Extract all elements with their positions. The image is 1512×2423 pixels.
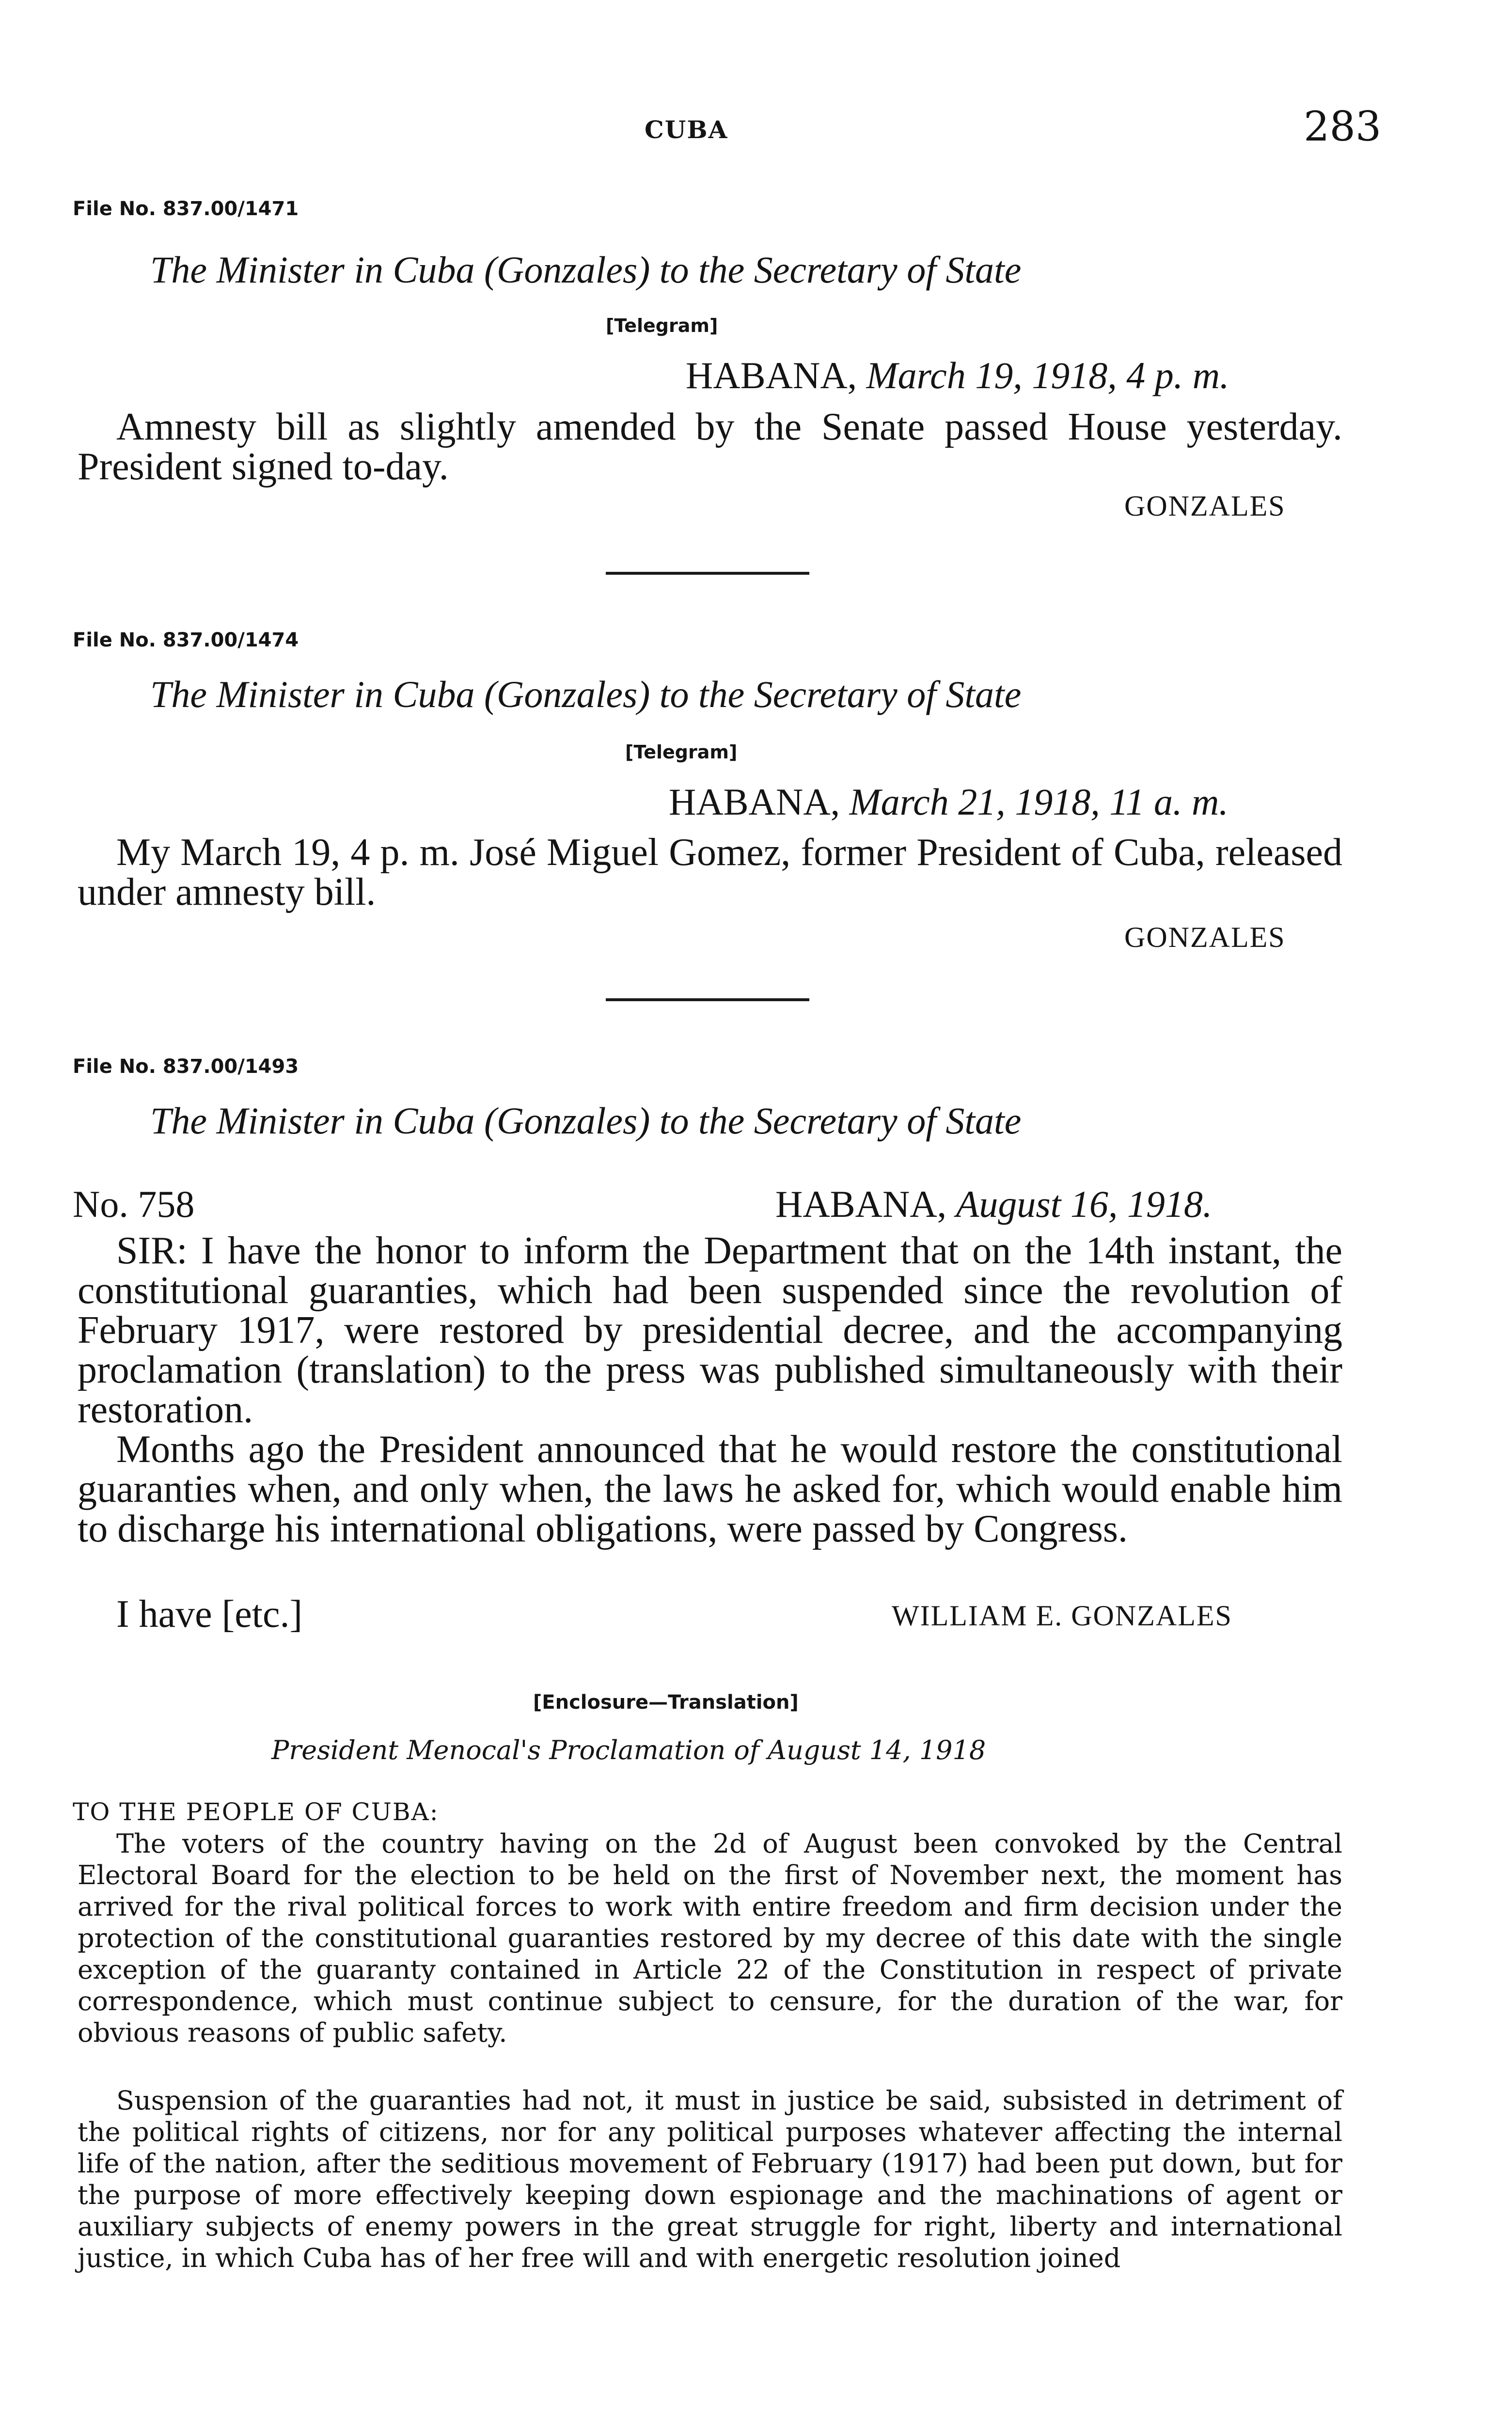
proclamation-title: President Menocal's Proclamation of August 14, 1918 (271, 1735, 986, 1765)
document-title: The Minister in Cuba (Gonzales) to the Secretary of State (150, 673, 1022, 715)
telegram-note: [Telegram] (606, 315, 718, 336)
file-number: File No. 837.00/1493 (73, 1055, 299, 1078)
dateline-date: August 16, 1918. (956, 1183, 1213, 1225)
despatch-paragraph: SIR: I have the honor to inform the Department that on the 14th instant, the constitutional guaranties, which had been suspended since the revolution of February 1917, were restored by presidential decree, and the accompanying proclamation (translation) to the press was published simultaneously with their restoration. (78, 1229, 1342, 1431)
dateline-place: HABANA, (775, 1183, 947, 1225)
document-title: The Minister in Cuba (Gonzales) to the Secretary of State (150, 249, 1022, 291)
dateline-place: HABANA, (686, 354, 857, 396)
page-number: 283 (1304, 103, 1382, 150)
enclosure-label: [Enclosure—Translation] (533, 1691, 799, 1714)
salutation: TO THE PEOPLE OF CUBA: (73, 1798, 439, 1826)
dateline-date: March 19, 1918, 4 p. m. (866, 354, 1229, 396)
file-number: File No. 837.00/1474 (73, 629, 299, 651)
dateline (686, 354, 1229, 397)
signature: WILLIAM E. GONZALES (892, 1600, 1232, 1632)
proclamation-paragraph: The voters of the country having on the 2d of August been convoked by the Central Electoral Board for the election to be held on the first of November next, the moment has arrived for the rival political forces to work with entire freedom and firm decision under the protection of the constitutional guaranties restored by my decree of this date with the single exception of the guaranty contained in Article 22 of the Constitution in respect of private correspondence, which must continue subject to censure, for the duration of the war, for obvious reasons of public safety. (78, 1828, 1342, 2048)
despatch-paragraph: Months ago the President announced that he would restore the constitutional guaranties when, and only when, the laws he asked for, which would enable him to discharge his international obligations, were passed by Congress. (78, 1428, 1342, 1550)
signature: GONZALES (1124, 921, 1286, 953)
telegram-body: My March 19, 4 p. m. José Miguel Gomez, former President of Cuba, released under amnesty bill. (78, 831, 1342, 913)
dateline (775, 1182, 1212, 1226)
signature: GONZALES (1124, 490, 1286, 522)
dateline-date: March 21, 1918, 11 a. m. (849, 781, 1228, 823)
despatch-number: No. 758 (73, 1183, 195, 1225)
telegram-note: [Telegram] (625, 741, 738, 763)
document-title: The Minister in Cuba (Gonzales) to the Secretary of State (150, 1100, 1022, 1142)
section-divider (606, 572, 809, 575)
dateline-place: HABANA, (669, 781, 840, 823)
telegram-body: Amnesty bill as slightly amended by the Senate passed House yesterday. President signed to-day. (78, 406, 1342, 488)
proclamation-paragraph: Suspension of the guaranties had not, it must in justice be said, subsisted in detriment of the political rights of citizens, nor for any political purposes whatever affecting the internal life of the nation, after the seditious movement of February (1917) had been put down, but for the purpose of more effectively keeping down espionage and the machinations of agent or auxiliary subjects of enemy powers in the great struggle for right, liberty and international justice, in which Cuba has of her free will and with energetic resolution joined (78, 2085, 1342, 2273)
closing: I have [etc.] (116, 1593, 303, 1636)
section-divider (606, 998, 809, 1001)
file-number: File No. 837.00/1471 (73, 198, 299, 220)
dateline (669, 780, 1228, 824)
running-head: CUBA (645, 115, 728, 144)
